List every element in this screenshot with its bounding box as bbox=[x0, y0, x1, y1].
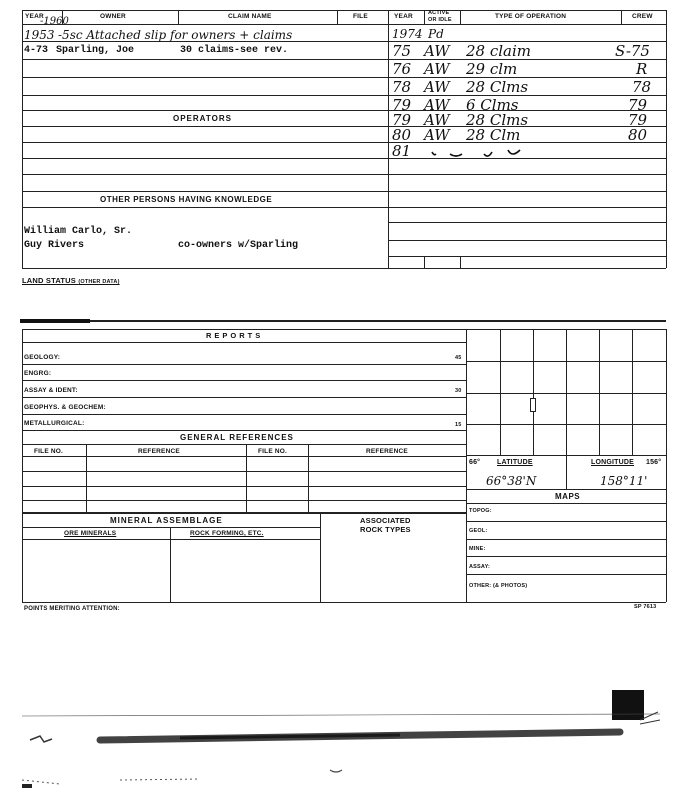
handwritten-dashes bbox=[424, 146, 554, 162]
person-name-2: Guy Rivers bbox=[24, 240, 85, 251]
other-persons-title: OTHER PERSONS HAVING KNOWLEDGE bbox=[100, 195, 273, 204]
form-number: SP 7613 bbox=[634, 604, 657, 610]
mineral-assoc-2: ROCK TYPES bbox=[360, 525, 411, 534]
op-status-4: AW bbox=[424, 78, 450, 96]
report-metallurgical: METALLURGICAL: bbox=[24, 420, 85, 427]
reports-title: REPORTS bbox=[206, 331, 264, 340]
report-assay: ASSAY & IDENT: bbox=[24, 387, 78, 394]
op-operation-6: 28 Clms bbox=[466, 111, 529, 129]
op-status-2: AW bbox=[424, 42, 450, 60]
maps-mine: MINE: bbox=[469, 546, 486, 552]
lon-value: 158°11' bbox=[600, 474, 648, 488]
op-status-3: AW bbox=[424, 60, 450, 78]
latitude-label: LATITUDE bbox=[497, 459, 533, 466]
operators-title: OPERATORS bbox=[173, 114, 232, 123]
report-geophys: GEOPHYS. & GEOCHEM: bbox=[24, 404, 106, 411]
header-or-idle: OR IDLE bbox=[428, 17, 452, 23]
op-status-5: AW bbox=[424, 96, 450, 114]
points-meriting-label: POINTS MERITING ATTENTION: bbox=[24, 606, 120, 612]
op-operation-3: 29 clm bbox=[466, 60, 518, 78]
land-status-label: LAND STATUS bbox=[22, 276, 77, 285]
op-status-1: Pd bbox=[428, 27, 444, 41]
owner-name-2: Sparling, Joe bbox=[56, 45, 135, 56]
header-year-2: YEAR bbox=[394, 13, 413, 20]
maps-assay: ASSAY: bbox=[469, 564, 491, 570]
land-status-subtitle: (OTHER DATA) bbox=[78, 279, 120, 285]
land-status-title bbox=[22, 276, 120, 285]
op-year-3: 76 bbox=[392, 60, 412, 78]
maps-topog: TOPOG: bbox=[469, 508, 492, 514]
refs-col-file-2: FILE NO. bbox=[258, 448, 288, 455]
op-crew-6: 79 bbox=[628, 111, 648, 129]
op-operation-7: 28 Clm bbox=[466, 126, 521, 144]
header-file: FILE bbox=[353, 13, 368, 20]
op-year-5: 79 bbox=[392, 96, 412, 114]
scan-noise-strip bbox=[0, 680, 678, 802]
refs-col-reference-1: REFERENCE bbox=[138, 448, 180, 455]
mineral-ore: ORE MINERALS bbox=[64, 530, 117, 537]
person-note-2: co-owners w/Sparling bbox=[178, 240, 299, 251]
location-marker-icon bbox=[530, 398, 536, 412]
op-year-2: 75 bbox=[392, 42, 412, 60]
op-operation-5: 6 Clms bbox=[466, 96, 519, 114]
op-year-7: 80 bbox=[392, 126, 412, 144]
owner-year-note: -1960 bbox=[40, 16, 69, 27]
lon-degree: 156° bbox=[646, 459, 662, 466]
owner-entry-1: -5sc Attached slip for owners + claims bbox=[58, 28, 293, 42]
longitude-label: LONGITUDE bbox=[591, 459, 635, 466]
lat-value: 66°38'N bbox=[486, 474, 537, 488]
op-crew-7: 80 bbox=[628, 126, 648, 144]
header-year: YEAR bbox=[25, 13, 44, 20]
header-type-of-operation: TYPE OF OPERATION bbox=[495, 13, 567, 20]
maps-title: MAPS bbox=[555, 492, 581, 501]
lat-degree: 66° bbox=[469, 459, 481, 466]
mineral-assoc-1: ASSOCIATED bbox=[360, 516, 411, 525]
op-year-4: 78 bbox=[392, 78, 412, 96]
op-operation-4: 28 Clms bbox=[466, 78, 529, 96]
header-active: ACTIVE bbox=[428, 10, 450, 16]
report-engrg: ENGRG: bbox=[24, 370, 52, 377]
op-year-6: 79 bbox=[392, 111, 412, 129]
op-crew-2: S-75 bbox=[615, 42, 650, 60]
general-refs-title: GENERAL REFERENCES bbox=[180, 433, 294, 442]
refs-col-file-1: FILE NO. bbox=[34, 448, 64, 455]
op-year-1: 1974 bbox=[392, 27, 423, 41]
report-metallurgical-num: 15 bbox=[455, 422, 462, 428]
op-year-8: 81 bbox=[392, 142, 412, 160]
report-geology-num: 45 bbox=[455, 355, 462, 361]
report-geology: GEOLOGY: bbox=[24, 354, 61, 361]
maps-geol: GEOL: bbox=[469, 528, 488, 534]
header-crew: CREW bbox=[632, 13, 653, 20]
mineral-title: MINERAL ASSEMBLAGE bbox=[110, 516, 223, 525]
op-status-7: AW bbox=[424, 126, 450, 144]
header-claim-name: CLAIM NAME bbox=[228, 13, 272, 20]
op-crew-5: 79 bbox=[628, 96, 648, 114]
person-name-1: William Carlo, Sr. bbox=[24, 226, 133, 237]
op-crew-3: R bbox=[636, 60, 648, 78]
owner-year-2: 4-73 bbox=[24, 45, 49, 56]
owner-year-1: 1953 bbox=[24, 28, 55, 42]
op-operation-2: 28 claim bbox=[466, 42, 532, 60]
owner-claims-2: 30 claims-see rev. bbox=[180, 45, 289, 56]
report-assay-num: 30 bbox=[455, 388, 462, 394]
refs-col-reference-2: REFERENCE bbox=[366, 448, 408, 455]
op-crew-4: 78 bbox=[632, 78, 652, 96]
maps-other: OTHER: (& PHOTOS) bbox=[469, 583, 528, 589]
mineral-rock: ROCK FORMING, ETC. bbox=[190, 530, 264, 537]
op-status-6: AW bbox=[424, 111, 450, 129]
header-owner: OWNER bbox=[100, 13, 126, 20]
